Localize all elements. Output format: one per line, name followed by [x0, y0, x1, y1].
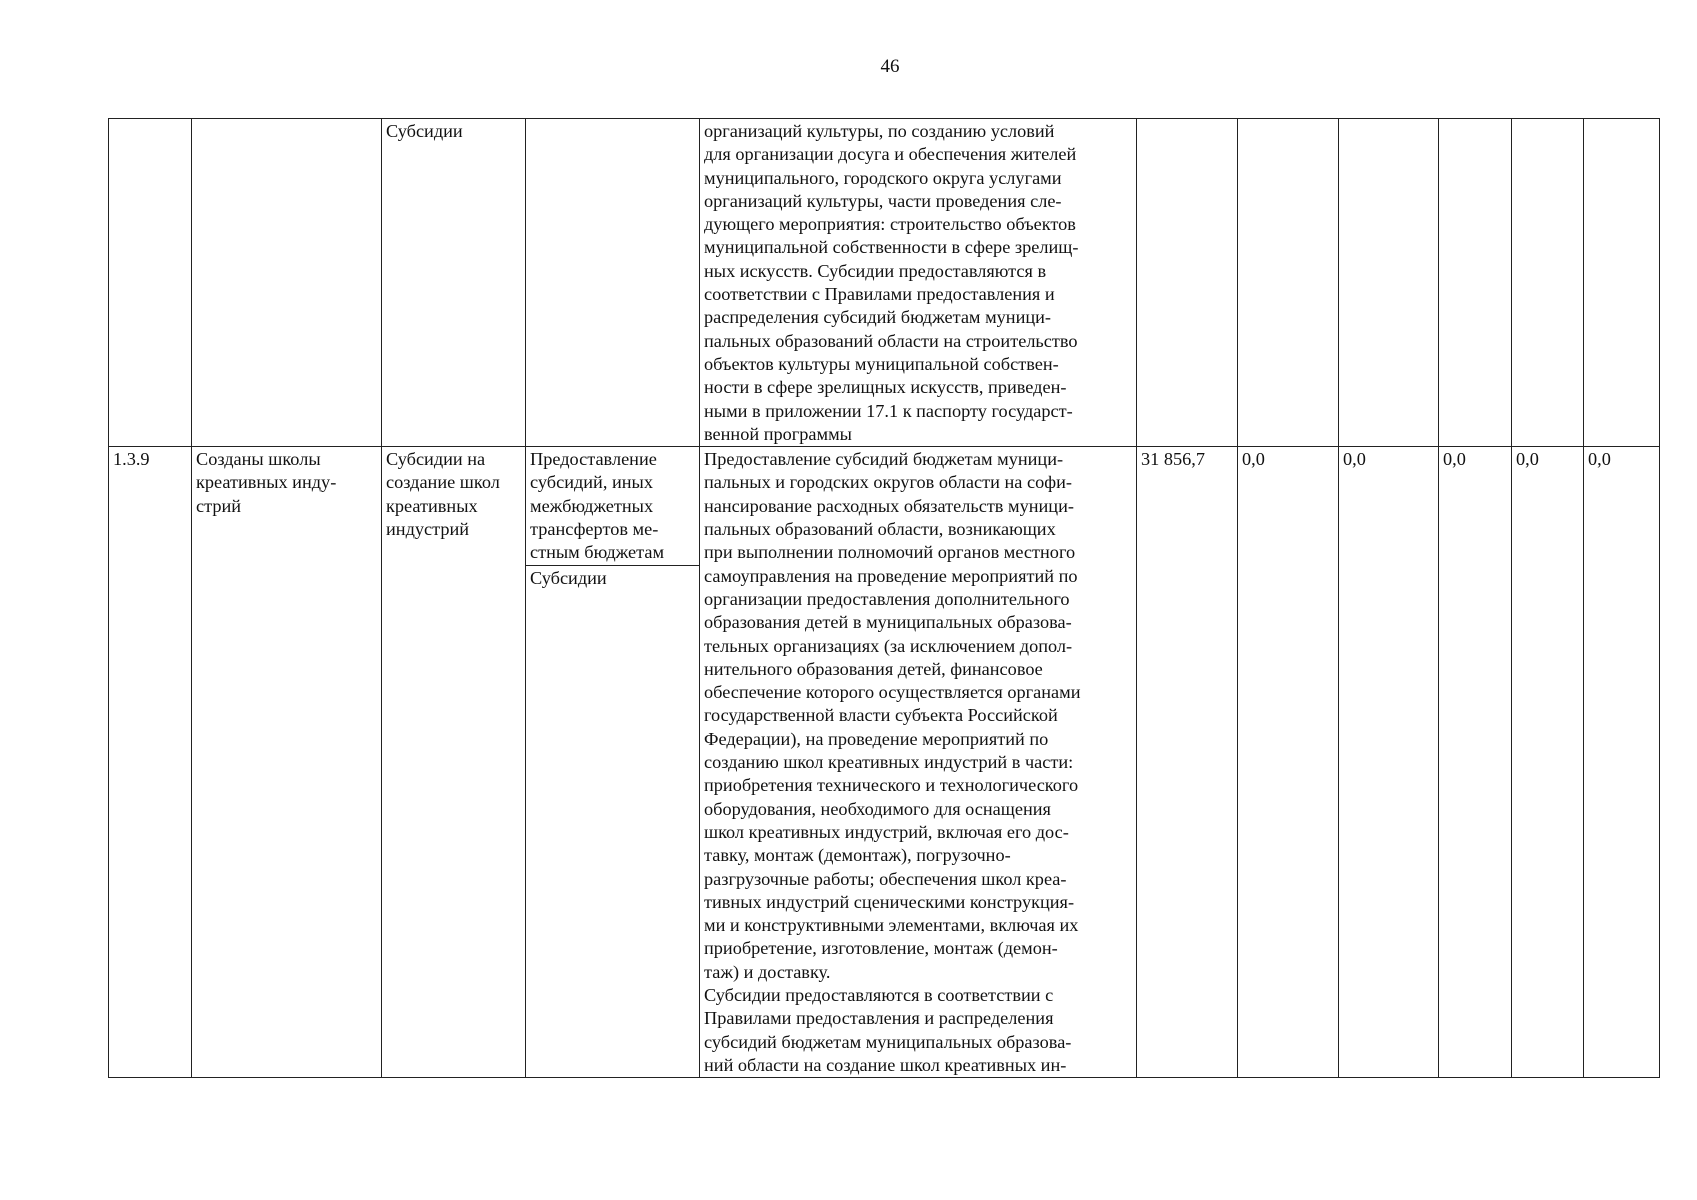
cell-value: 0,0	[1584, 447, 1660, 1078]
cell-value	[1584, 119, 1660, 447]
cell-mechanism: Субсидии на создание школ креативных индустрий	[382, 447, 526, 1078]
cell-value: 0,0	[1339, 447, 1439, 1078]
cell-value	[1339, 119, 1439, 447]
form-top: Предоставление субсидий, иных межбюджетных трансфертов ме- стным бюджетам	[526, 448, 699, 565]
cell-form	[526, 447, 700, 1078]
cell-value	[1137, 119, 1238, 447]
cell-description: организаций культуры, по созданию условий для организации досуга и обеспечения жителей муниципального, городского округа услугами организаций культуры, части проведения сле- дующего мероприятия: строительство объектов муниципальной собственности в сфере зрелищ- ных искусств. Субсидии предоставляются в соответствии с Правилами предоставления и распределения субсидий бюджетам муници- пальных образований области на строительство объектов культуры муниципальной собствен- ности в сфере зрелищных искусств, приведен- ными в приложении 17.1 к паспорту государст- венной программы	[700, 119, 1137, 447]
page-number: 46	[880, 56, 900, 77]
cell-value: 0,0	[1238, 447, 1339, 1078]
table-row	[109, 119, 1660, 447]
cell-value	[1238, 119, 1339, 447]
cell-description: Предоставление субсидий бюджетам муници- пальных и городских округов области на софи- нансирование расходных обязательств муници- пальных образований области, возникающих при выполнении полномочий органов местного самоуправления на проведение мероприятий по организации предоставления дополнительного образования детей в муниципальных образова- тельных организациях (за исключением допол- нительного образования детей, финансовое обеспечение которого осуществляется органами государственной власти субъекта Российской Федерации), на проведение мероприятий по созданию школ креативных индустрий в части: приобретения технического и технологического оборудования, необходимого для оснащения школ креативных индустрий, включая его дос- тавку, монтаж (демонтаж), погрузочно- разгрузочные работы; обеспечения школ креа- тивных индустрий сценическими конструкция- ми и конструктивными элементами, включая их приобретение, изготовление, монтаж (демон- таж) и доставку. Субсидии предоставляются в соответствии с Правилами предоставления и распределения субсидий бюджетам муниципальных образова- ний области на создание школ креативных ин-	[700, 447, 1137, 1078]
cell-value	[1512, 119, 1584, 447]
cell-form	[526, 119, 700, 447]
cell-value: 0,0	[1439, 447, 1512, 1078]
cell-name: Созданы школы креативных инду- стрий	[192, 447, 382, 1078]
form-bottom: Субсидии	[530, 567, 607, 588]
budget-table	[108, 118, 1660, 1078]
cell-value: 0,0	[1512, 447, 1584, 1078]
cell-value	[1439, 119, 1512, 447]
cell-value: 31 856,7	[1137, 447, 1238, 1078]
cell-num	[109, 119, 192, 447]
table-row	[109, 447, 1660, 1078]
cell-num: 1.3.9	[109, 447, 192, 1078]
cell-name	[192, 119, 382, 447]
cell-mechanism: Субсидии	[382, 119, 526, 447]
